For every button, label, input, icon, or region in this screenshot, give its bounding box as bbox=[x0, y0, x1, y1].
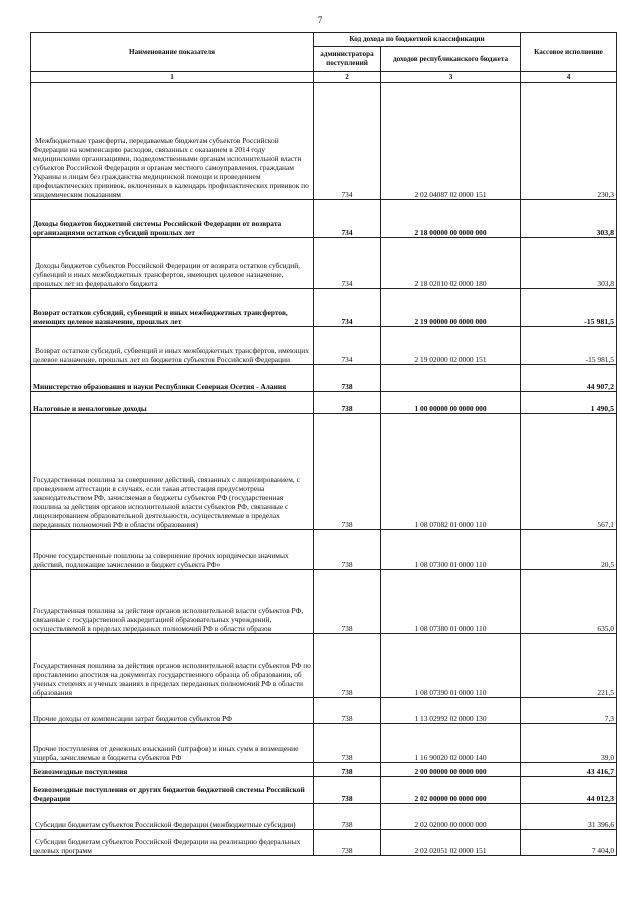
row-admin-code: 738 bbox=[314, 392, 381, 414]
row-admin-code: 734 bbox=[314, 200, 381, 238]
table-row bbox=[31, 289, 617, 327]
row-name: Безвозмездные поступления bbox=[31, 763, 314, 777]
budget-revenue-table bbox=[30, 32, 617, 856]
header-code-group: Код дохода по бюджетной классификации bbox=[314, 33, 521, 47]
header-revenue-code: доходов республиканского бюджета bbox=[381, 47, 521, 72]
row-admin-code: 734 bbox=[314, 238, 381, 289]
column-number-2: 2 bbox=[314, 72, 381, 83]
row-admin-code: 738 bbox=[314, 698, 381, 724]
row-name: Прочие поступления от денежных взысканий (штрафов) и иных сумм в возмещение ущерба, зачисляемые в бюджеты субъектов РФ bbox=[31, 724, 314, 763]
row-revenue-code: 2 00 00000 00 0000 000 bbox=[381, 763, 521, 777]
row-admin-code: 738 bbox=[314, 763, 381, 777]
row-revenue-code: 1 16 90020 02 0000 140 bbox=[381, 724, 521, 763]
row-revenue-code: 2 02 04087 02 0000 151 bbox=[381, 83, 521, 200]
table-row bbox=[31, 698, 617, 724]
row-amount: -15 981,5 bbox=[521, 327, 617, 365]
row-amount: 39,0 bbox=[521, 724, 617, 763]
row-name: Доходы бюджетов бюджетной системы Российской Федерации от возврата организациями остатков субсидий прошлых лет bbox=[31, 200, 314, 238]
row-revenue-code: 2 02 02000 00 0000 000 bbox=[381, 804, 521, 830]
row-revenue-code: 2 19 00000 00 0000 000 bbox=[381, 289, 521, 327]
table-row bbox=[31, 804, 617, 830]
table-row bbox=[31, 634, 617, 698]
row-admin-code: 738 bbox=[314, 777, 381, 804]
row-admin-code: 738 bbox=[314, 530, 381, 570]
row-name: Прочие доходы от компенсации затрат бюджетов субъектов РФ bbox=[31, 698, 314, 724]
row-name: Возврат остатков субсидий, субвенций и иных межбюджетных трансфертов, имеющих целевое назначение, прошлых лет bbox=[31, 289, 314, 327]
table-row bbox=[31, 830, 617, 856]
row-name: Субсидии бюджетам субъектов Российской Федерации (межбюджетные субсидии) bbox=[31, 804, 314, 830]
row-admin-code: 738 bbox=[314, 414, 381, 530]
row-name: Межбюджетные трансферты, передаваемые бюджетам субъектов Российской Федерации на компенсацию расходов, связанных с оказанием в 2014 году медицинскими организациями, подведомственными органам исполнительной власти субъектов Российской Федерации и органам местного самоуправления, гражданам Украины и лицам без гражданства медицинской помощи и проведением профилактических прививок, включенных в календарь профилактических прививок по эпидемическим показаниям bbox=[31, 83, 314, 200]
column-number-1: 1 bbox=[31, 72, 314, 83]
row-name: Государственная пошлина за действия органов исполнительной власти субъектов РФ по проставлению апостиля на документах государственного образца об образовании, об ученых степенях и ученых званиях в пределах переданных полномочий РФ в области образования bbox=[31, 634, 314, 698]
row-amount: 43 416,7 bbox=[521, 763, 617, 777]
header-administrator: администратора поступлений bbox=[314, 47, 381, 72]
row-revenue-code bbox=[381, 365, 521, 392]
row-admin-code: 738 bbox=[314, 634, 381, 698]
row-name: Государственная пошлина за действия органов исполнительной власти субъектов РФ, связанные с государственной аккредитацией образовательных учреждений, осуществляемой в пределах переданных полномочий РФ в области образов bbox=[31, 570, 314, 634]
row-admin-code: 738 bbox=[314, 804, 381, 830]
row-admin-code: 738 bbox=[314, 830, 381, 856]
row-admin-code: 734 bbox=[314, 327, 381, 365]
row-admin-code: 734 bbox=[314, 83, 381, 200]
row-name: Министерство образования и науки Республики Северная Осетия - Алания bbox=[31, 365, 314, 392]
table-row bbox=[31, 777, 617, 804]
row-name: Государственная пошлина за совершение действий, связанных с лицензированием, с проведением аттестации в случаях, если такая аттестация предусмотрена законодательством РФ, зачисляемая в бюджеты субъектов РФ (государственная пошлина за действия органов исполнительной власти субъектов РФ, связанные с лицензированием образовательной деятельности, осуществляемые в пределах переданных полномочий РФ в области образования) bbox=[31, 414, 314, 530]
table-row bbox=[31, 724, 617, 763]
row-revenue-code: 2 19 02000 02 0000 151 bbox=[381, 327, 521, 365]
table-row bbox=[31, 238, 617, 289]
row-name: Возврат остатков субсидий, субвенций и иных межбюджетных трансфертов, имеющих целевое назначение, прошлых лет из бюджетов субъектов Российской Федерации bbox=[31, 327, 314, 365]
table-row bbox=[31, 200, 617, 238]
row-name: Доходы бюджетов субъектов Российской Федерации от возврата остатков субсидий, субвенций и иных межбюджетных трансфертов, имеющих целевое назначение, прошлых лет из федерального бюджета bbox=[31, 238, 314, 289]
row-amount: 635,0 bbox=[521, 570, 617, 634]
row-amount: 20,5 bbox=[521, 530, 617, 570]
column-number-3: 3 bbox=[381, 72, 521, 83]
row-amount: -15 981,5 bbox=[521, 289, 617, 327]
row-amount: 230,3 bbox=[521, 83, 617, 200]
row-revenue-code: 1 08 07380 01 0000 110 bbox=[381, 570, 521, 634]
row-name: Субсидии бюджетам субъектов Российской Федерации на реализацию федеральных целевых программ bbox=[31, 830, 314, 856]
row-admin-code: 738 bbox=[314, 570, 381, 634]
row-admin-code: 738 bbox=[314, 365, 381, 392]
row-amount: 567,1 bbox=[521, 414, 617, 530]
row-amount: 7,3 bbox=[521, 698, 617, 724]
row-admin-code: 734 bbox=[314, 289, 381, 327]
row-amount: 31 396,6 bbox=[521, 804, 617, 830]
table-row bbox=[31, 327, 617, 365]
row-amount: 303,8 bbox=[521, 238, 617, 289]
header-cash-execution: Кассовое исполнение bbox=[521, 33, 617, 72]
row-amount: 44 907,2 bbox=[521, 365, 617, 392]
row-admin-code: 738 bbox=[314, 724, 381, 763]
row-revenue-code: 2 18 00000 00 0000 000 bbox=[381, 200, 521, 238]
row-revenue-code: 1 08 07390 01 0000 110 bbox=[381, 634, 521, 698]
row-name: Налоговые и неналоговые доходы bbox=[31, 392, 314, 414]
table-row bbox=[31, 763, 617, 777]
row-revenue-code: 1 08 07300 01 0000 110 bbox=[381, 530, 521, 570]
table-row bbox=[31, 570, 617, 634]
table-row bbox=[31, 414, 617, 530]
row-amount: 303,8 bbox=[521, 200, 617, 238]
row-revenue-code: 1 08 07082 01 0000 110 bbox=[381, 414, 521, 530]
table-row bbox=[31, 83, 617, 200]
row-amount: 44 012,3 bbox=[521, 777, 617, 804]
row-name: Безвозмездные поступления от других бюджетов бюджетной системы Российской Федерации bbox=[31, 777, 314, 804]
page-number: 7 bbox=[317, 15, 323, 25]
row-revenue-code: 2 18 02010 02 0000 180 bbox=[381, 238, 521, 289]
row-amount: 221,5 bbox=[521, 634, 617, 698]
row-amount: 1 490,5 bbox=[521, 392, 617, 414]
row-revenue-code: 2 02 00000 00 0000 000 bbox=[381, 777, 521, 804]
header-indicator-name: Наименование показателя bbox=[31, 33, 314, 72]
row-amount: 7 404,0 bbox=[521, 830, 617, 856]
row-revenue-code: 1 00 00000 00 0000 000 bbox=[381, 392, 521, 414]
row-revenue-code: 2 02 02051 02 0000 151 bbox=[381, 830, 521, 856]
column-number-4: 4 bbox=[521, 72, 617, 83]
row-revenue-code: 1 13 02992 02 0000 130 bbox=[381, 698, 521, 724]
table-row bbox=[31, 365, 617, 392]
table-row bbox=[31, 530, 617, 570]
table-row bbox=[31, 392, 617, 414]
row-name: Прочие государственные пошлины за совершение прочих юридически значимых действий, подлежащие зачислению в бюджет субъекта РФ» bbox=[31, 530, 314, 570]
